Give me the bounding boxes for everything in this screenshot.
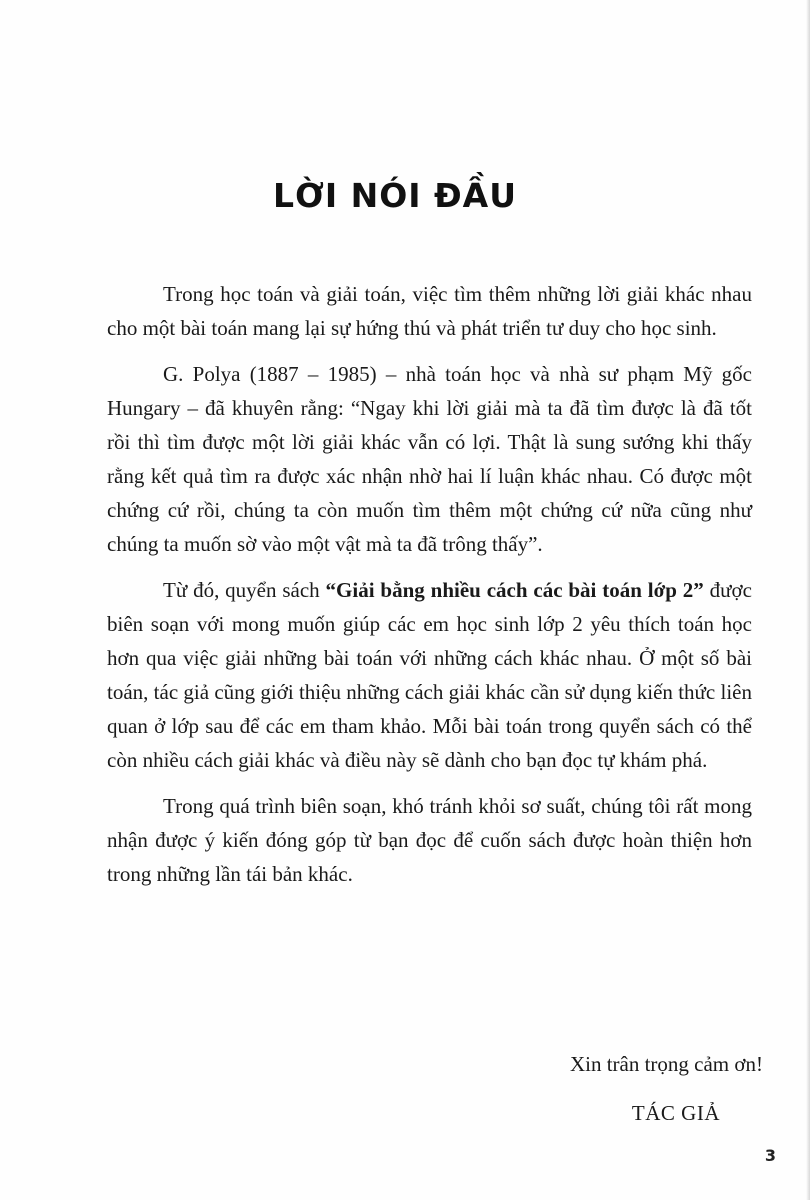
paragraph-intro: Trong học toán và giải toán, việc tìm thêm những lời giải khác nhau cho một bài toán mang lại sự hứng thú và phát triển tư duy cho học sinh.: [107, 282, 752, 340]
paragraph-polya-quote: G. Polya (1887 – 1985) – nhà toán học và nhà sư phạm Mỹ gốc Hungary – đã khuyên rằng: “Ngay khi lời giải mà ta đã tìm được là đã tốt rồi thì tìm được một lời giải khác vẫn có lợi. Thật là sung sướng khi thấy rằng kết quả tìm ra được xác nhận nhờ hai lí luận khác nhau. Có được một chứng cứ rồi, chúng ta còn muốn tìm thêm một chứng cứ nữa cũng như chúng ta muốn sờ vào một vật mà ta đã trông thấy”.: [107, 362, 752, 556]
book-title-bold: “Giải bằng nhiều cách các bài toán lớp 2”: [325, 578, 704, 602]
page-title: LỜI NÓI ĐẦU: [272, 176, 518, 215]
closing-thanks: Xin trân trọng cảm ơn!: [569, 1052, 763, 1076]
paragraph-book-purpose: [107, 573, 752, 777]
paragraph-feedback: Trong quá trình biên soạn, khó tránh khỏi sơ suất, chúng tôi rất mong nhận được ý kiến đóng góp từ bạn đọc để cuốn sách được hoàn thiện hơn trong những lần tái bản khác.: [107, 794, 752, 886]
preface-body: [107, 277, 752, 903]
paragraph-book-purpose-rest: được biên soạn với mong muốn giúp các em học sinh lớp 2 yêu thích toán học hơn qua việc giải những bài toán với những cách khác nhau. Ở một số bài toán, tác giả cũng giới thiệu những cách giải khác cần sử dụng kiến thức liên quan ở lớp sau để các em tham khảo. Mỗi bài toán trong quyển sách có thể còn nhiều cách giải khác và điều này sẽ dành cho bạn đọc tự khám phá.: [107, 578, 752, 772]
paragraph-book-purpose-lead: Từ đó, quyển sách: [163, 578, 326, 602]
page-edge-shadow: [806, 0, 810, 1200]
author-signature: TÁC GIẢ: [631, 1101, 720, 1125]
page-number: 3: [764, 1146, 776, 1165]
